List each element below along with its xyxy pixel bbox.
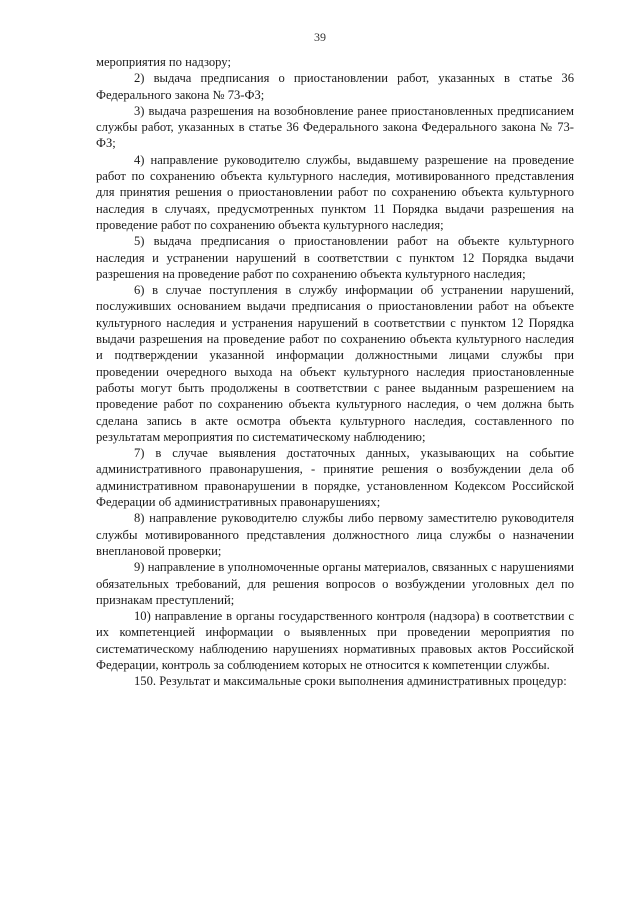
paragraph-section-150: 150. Результат и максимальные сроки выполнения административных процедур:: [134, 674, 567, 689]
paragraph-item-4: 4) направление руководителю службы, выдавшему разрешение на проведение работ по сохранению объекта культурного наследия, мотивированного представления для принятия решения о приостановлении работ по сохранению объекта культурного наследия в случаях, предусмотренных пунктом 11 Порядка выдачи разрешения на проведение работ по сохранению объекта культурного наследия;: [96, 152, 574, 232]
paragraph-item-6: 6) в случае поступления в службу информации об устранении нарушений, послуживших основанием выдачи предписания о приостановлении работ на объекте культурного наследия и устранения нарушений в соответствии с пунктом 12 Порядка выдачи разрешения на проведение работ по сохранению объекта культурного наследия и подтверждении указанной информации должностными лицами службы при проведении очередного выхода на объект культурного наследия приостановленные работы могут быть продолжены в соответствии с ранее выданным разрешением на проведение работ по сохранению объекта культурного наследия, о чем должна быть сделана запись в акте осмотра объекта культурного наследия, составленного по результатам мероприятия по систематическому наблюдению;: [96, 283, 574, 444]
paragraph-item-5: 5) выдача предписания о приостановлении работ на объекте культурного наследия и устранении нарушений в соответствии с пунктом 12 Порядка выдачи разрешения на проведение работ по сохранению объекта культурного наследия;: [96, 234, 574, 281]
paragraph-item-9: 9) направление в уполномоченные органы материалов, связанных с нарушениями обязательных требований, для решения вопросов о возбуждении уголовных дел по признакам преступлений;: [96, 560, 574, 607]
paragraph-continuation: мероприятия по надзору;: [96, 55, 231, 69]
paragraph-item-3: 3) выдача разрешения на возобновление ранее приостановленных предписанием службы работ, указанных в статье 36 Федерального закона Федерального закона № 73-ФЗ;: [96, 103, 574, 151]
paragraph-item-2: 2) выдача предписания о приостановлении работ, указанных в статье 36 Федерального закона № 73-ФЗ;: [96, 71, 574, 102]
paragraph-item-8: 8) направление руководителю службы либо первому заместителю руководителя службы мотивированного представления должностного лица службы о назначении внеплановой проверки;: [96, 511, 574, 558]
page-number: 39: [314, 30, 326, 44]
document-body: [96, 54, 574, 690]
paragraph-item-7: 7) в случае выявления достаточных данных, указывающих на событие административного правонарушения, - принятие решения о возбуждении дела об административном правонарушении в порядке, установленном Кодексом Российской Федерации об административных правонарушениях;: [96, 446, 574, 510]
paragraph-item-10: 10) направление в органы государственного контроля (надзора) в соответствии с их компетенцией информации о выявленных при проведении мероприятия по систематическому наблюдению нарушениях нормативных правовых актов Российской Федерации, контроль за соблюдением которых не относится к компетенции службы.: [96, 609, 574, 672]
